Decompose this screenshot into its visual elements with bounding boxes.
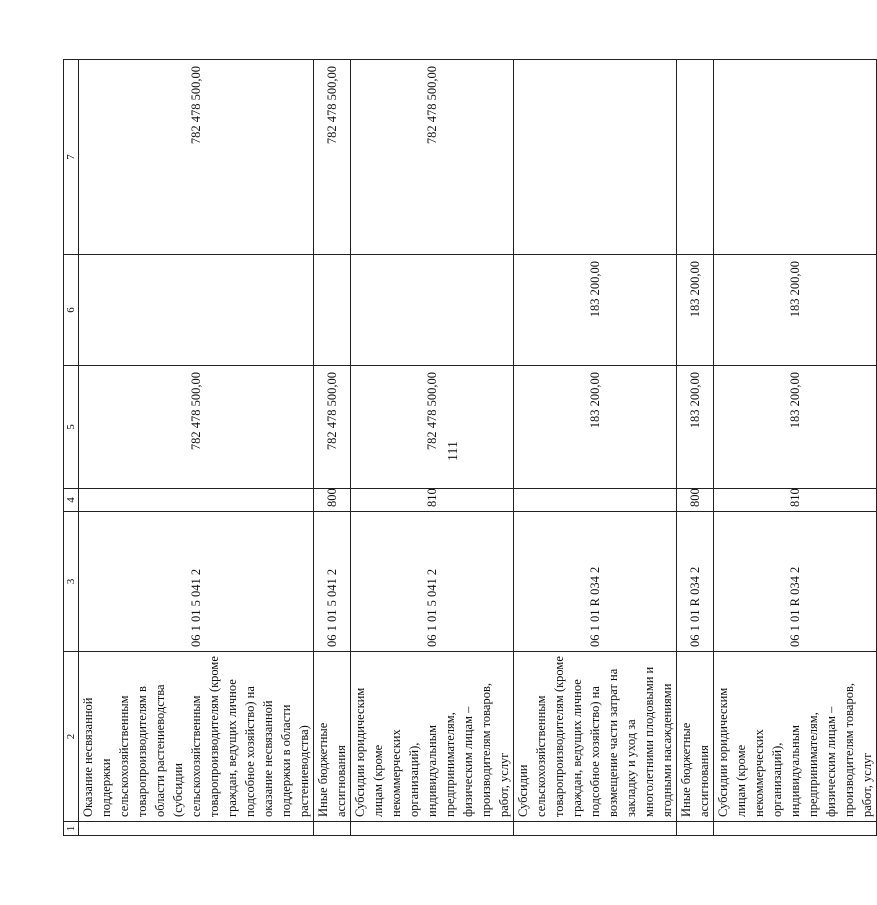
row-number-cell [714,822,877,836]
csr-code-cell: 06 1 01 R 034 2 [514,512,677,652]
row-number-cell [351,822,514,836]
item-name-cell: Субсидии сельскохозяйственным товаропроизводителям (кроме граждан, ведущих личное подсобное хозяйство) на возмещение части затрат на закладку и уход за многолетними плодовыми и ягодными насаждениями [514,652,677,822]
amount-col6-cell [314,255,351,366]
expense-type-cell: 800 [677,489,714,512]
csr-code-cell: 06 1 01 R 034 2 [677,512,714,652]
row-number-cell [79,822,314,836]
expense-type-cell: 810 [714,489,877,512]
amount-col7-cell: 782 478 500,00 [314,60,351,255]
amount-col5-cell: 782 478 500,00 [79,366,314,489]
row-number-cell [314,822,351,836]
amount-col5-cell: 183 200,00 [677,366,714,489]
csr-code-cell: 06 1 01 5 041 2 [351,512,514,652]
header-cell: 6 [64,255,79,366]
table-row [677,60,714,836]
amount-col6-cell: 183 200,00 [714,255,877,366]
table-row [351,60,514,836]
csr-code-cell: 06 1 01 5 041 2 [314,512,351,652]
row-number-cell [514,822,677,836]
amount-col7-cell [714,60,877,255]
amount-col6-cell [79,255,314,366]
item-name-cell: Субсидии юридическим лицам (кроме некоммерческих организаций), индивидуальным предпринимателям, физическим лицам – производителям товаров, работ, услуг [351,652,514,822]
header-cell: 7 [64,60,79,255]
page-number: 111 [446,441,461,461]
amount-col5-cell: 183 200,00 [714,366,877,489]
table-header-row [64,60,79,836]
table-row [514,60,677,836]
item-name-cell: Иные бюджетные ассигнования [677,652,714,822]
amount-col5-cell: 183 200,00 [514,366,677,489]
expense-type-cell [79,489,314,512]
header-cell: 3 [64,512,79,652]
table-row [714,60,877,836]
amount-col7-cell [677,60,714,255]
amount-col6-cell: 183 200,00 [677,255,714,366]
csr-code-cell: 06 1 01 5 041 2 [79,512,314,652]
table-row [79,60,314,836]
item-name-cell: Субсидии юридическим лицам (кроме некоммерческих организаций), индивидуальным предпринимателям, физическим лицам – производителям товаров, работ, услуг [714,652,877,822]
header-cell: 5 [64,366,79,489]
row-number-cell [677,822,714,836]
amount-col7-cell: 782 478 500,00 [351,60,514,255]
amount-col7-cell: 782 478 500,00 [79,60,314,255]
header-cell: 1 [64,822,79,836]
table-row [314,60,351,836]
amount-col5-cell: 782 478 500,00 [314,366,351,489]
budget-table [63,59,877,836]
header-cell: 4 [64,489,79,512]
expense-type-cell [514,489,677,512]
expense-type-cell: 800 [314,489,351,512]
csr-code-cell: 06 1 01 R 034 2 [714,512,877,652]
item-name-cell: Оказание несвязанной поддержки сельскохозяйственным товаропроизводителям в области растениеводства (субсидии сельскохозяйственным товаропроизводителям (кроме граждан, ведущих личное подсобное хозяйство) на оказание несвязанной поддержки в области растениеводства) [79,652,314,822]
expense-type-cell: 810 [351,489,514,512]
amount-col6-cell [351,255,514,366]
amount-col7-cell [514,60,677,255]
amount-col6-cell: 183 200,00 [514,255,677,366]
item-name-cell: Иные бюджетные ассигнования [314,652,351,822]
header-cell: 2 [64,652,79,822]
amount-col5-cell: 782 478 500,00 [351,366,514,489]
